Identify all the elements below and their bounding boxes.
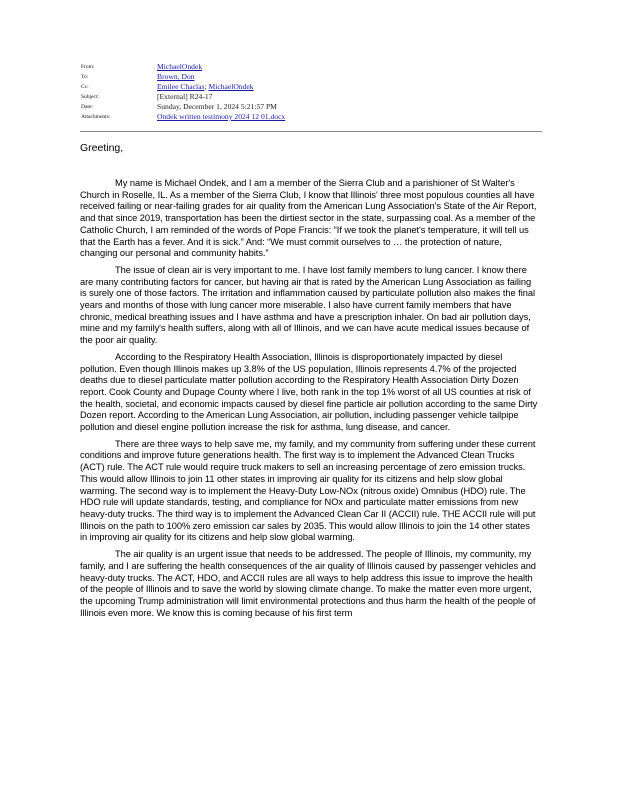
- subject-label: Subject:: [81, 94, 100, 100]
- to-row: [81, 72, 541, 82]
- cc-row: [81, 82, 541, 92]
- paragraph-5: The air quality is an urgent issue that needs to be addressed. The people of Illinois, my community, my family, and I are suffering the health consequences of the air quality of Illinois caused by passenger vehicles and heavy-duty trucks. The ACT, HDO, and ACCII rules are all ways to help address this issue to improve the health of the people of Illinois and to save the world by slowing climate change. To make the matter even more urgent, the upcoming Trump administration will limit environmental protections and thus harm the health of the people of Illinois even more. We know this is coming because of his first term: [80, 549, 536, 618]
- paragraph-4: There are three ways to help save me, my family, and my community from suffering under these current conditions and improve future generations health. The first way is to implement the Advanced Clean Trucks (ACT) rule. The ACT rule would require truck makers to sell an increasing percentage of zero emission trucks. This would allow Illinois to join 11 other states in improving air quality for its citizens and help slow global warming. The second way is to implement the Heavy-Duty Low-NOx (nitrous oxide) Omnibus (HDO) rule. The HDO rule will update standards, testing, and compliance for NOx and particulate matter emissions from new heavy-duty trucks. The third way is to implement the Advanced Clean Car II (ACCII) rule. THE ACCII rule will put Illinois on the path to 100% zero emission car sales by 2035. This would allow Illinois to join the 14 other states in improving air quality for its citizens and help slow global warming.: [80, 438, 536, 543]
- letter-body: [80, 178, 538, 624]
- attachments-row: [81, 112, 541, 122]
- from-label: From:: [81, 64, 95, 70]
- subject-value: [External] R24-17: [157, 92, 213, 101]
- from-row: [81, 62, 541, 72]
- cc-link-2[interactable]: MichaelOndek: [208, 82, 254, 91]
- cc-label: Cc:: [81, 84, 89, 90]
- cc-link-1[interactable]: Emilee Chaclas: [157, 82, 205, 91]
- paragraph-2: The issue of clean air is very important to me. I have lost family members to lung cancer. I know there are many contributing factors for cancer, but having air that is rated by the American Lung Association as failing is surely one of those factors. The irritation and inflammation caused by particulate pollution also makes the final years and months of those with lung cancer more miserable. I also have current family members that have chronic, medical breathing issues and I have asthma and have a prescription inhaler. On bad air pollution days, mine and my family's health suffers, along with all of Illinois, and we can have acute medical issues because of the poor air quality.: [80, 264, 535, 346]
- attachments-label: Attachments:: [81, 114, 111, 120]
- date-row: [81, 102, 541, 112]
- date-value: Sunday, December 1, 2024 5:21:57 PM: [157, 102, 277, 111]
- date-label: Date:: [81, 104, 93, 110]
- cc-separator: ;: [204, 82, 209, 91]
- attachment-link[interactable]: Ondek written testimony 2024 12 01.docx: [157, 112, 286, 121]
- subject-row: [81, 92, 541, 102]
- greeting: Greeting,: [80, 142, 124, 154]
- to-label: To:: [81, 74, 89, 80]
- paragraph-1: My name is Michael Ondek, and I am a member of the Sierra Club and a parishioner of St Walter's Church in Roselle, IL. As a member of the Sierra Club, I know that Illinois' three most populous counties all have received failing or near-failing grades for air quality from the American Lung Association's State of the Air Report, and that since 2019, transportation has been the dirtiest sector in the state, surpassing coal. As a member of the Catholic Church, I am reminded of the words of Pope Francis: “If we took the planet's temperature, it will tell us that the Earth has a fever. And it is sick.” And: “We must commit ourselves to … the protection of nature, changing our personal and community habits.”: [80, 178, 537, 259]
- header-divider: [80, 131, 542, 132]
- email-header: [81, 62, 541, 122]
- from-link[interactable]: MichaelOndek: [157, 62, 203, 71]
- to-link[interactable]: Brown, Don: [157, 72, 195, 81]
- paragraph-3: According to the Respiratory Health Association, Illinois is disproportionately impacted by diesel pollution. Even though Illinois makes up 3.8% of the US population, Illinois represents 4.7% of the projected deaths due to diesel particulate matter pollution according to the Respiratory Health Association Dirty Dozen report. Cook County and Dupage County where I live, both rank in the top 1% worst of all US counties at risk of the health, societal, and economic impacts caused by diesel fine particle air pollution according to the same Dirty Dozen report. According to the American Lung Association, air pollution, including passenger vehicle tailpipe pollution and diesel engine pollution increase the risk for asthma, lung disease, and cancer.: [80, 351, 538, 433]
